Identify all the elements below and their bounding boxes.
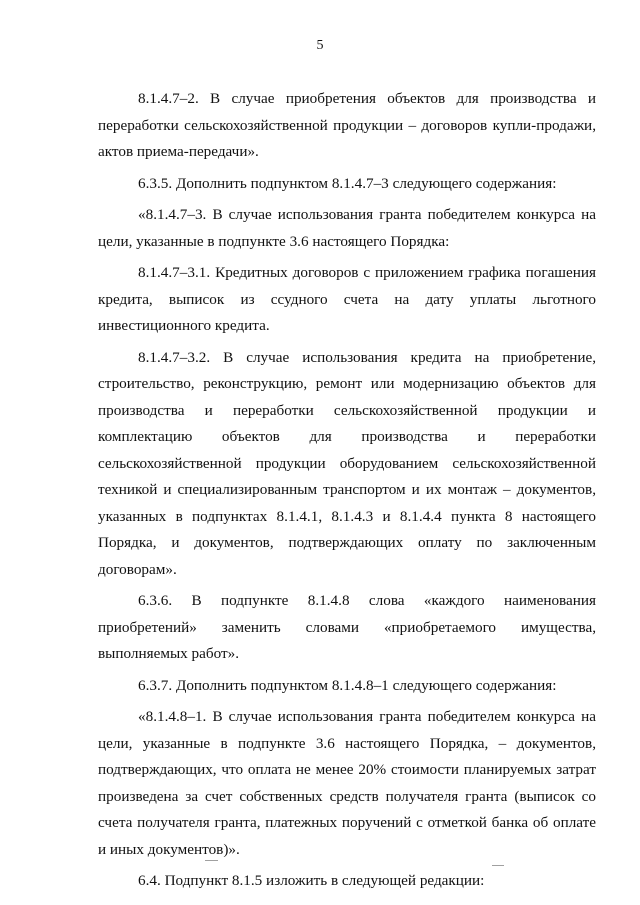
paragraph-6-3-5: 6.3.5. Дополнить подпунктом 8.1.4.7–3 следующего содержания:	[138, 174, 557, 192]
scan-mark-right	[492, 865, 504, 866]
page-number: 5	[316, 38, 324, 53]
paragraph-8-1-4-8-1: «8.1.4.8–1. В случае использования гранта победителем конкурса на цели, указанные в подпункте 3.6 настоящего Порядка, – документов, подтверждающих, что оплата не менее 20% стоимости планируемых затрат произведена за счет собственных средств получателя гранта (выписок со счета получателя гранта, платежных поручений с отметкой банка об оплате и иных документов)».	[98, 708, 596, 858]
paragraph-8-1-4-7-3: «8.1.4.7–3. В случае использования гранта победителем конкурса на цели, указанные в подпункте 3.6 настоящего Порядка:	[98, 206, 596, 250]
paragraph-8-1-4-7-2: 8.1.4.7–2. В случае приобретения объектов для производства и переработки сельскохозяйственной продукции – договоров купли-продажи, актов приема-передачи».	[98, 90, 596, 160]
scan-mark-left	[205, 860, 218, 861]
document-body	[98, 86, 596, 895]
paragraph-8-1-4-7-3-2: 8.1.4.7–3.2. В случае использования кредита на приобретение, строительство, реконструкцию, ремонт или модернизацию объектов для производства и переработки сельскохозяйственной продукции и комплектацию объектов для производства и переработки сельскохозяйственной продукции оборудованием сельскохозяйственной техникой и специализированным транспортом и их монтаж – документов, указанных в подпунктах 8.1.4.1, 8.1.4.3 и 8.1.4.4 пункта 8 настоящего Порядка, и документов, подтверждающих оплату по заключенным договорам».	[98, 348, 596, 578]
paragraph-6-3-6: 6.3.6. В подпункте 8.1.4.8 слова «каждого наименования приобретений» заменить словами «приобретаемого имущества, выполняемых работ».	[98, 592, 596, 662]
paragraph-6-3-7: 6.3.7. Дополнить подпунктом 8.1.4.8–1 следующего содержания:	[138, 676, 557, 694]
paragraph-6-4: 6.4. Подпункт 8.1.5 изложить в следующей редакции:	[138, 872, 485, 889]
paragraph-8-1-4-7-3-1: 8.1.4.7–3.1. Кредитных договоров с приложением графика погашения кредита, выписок из ссудного счета на дату уплаты льготного инвестиционного кредита.	[98, 264, 596, 334]
